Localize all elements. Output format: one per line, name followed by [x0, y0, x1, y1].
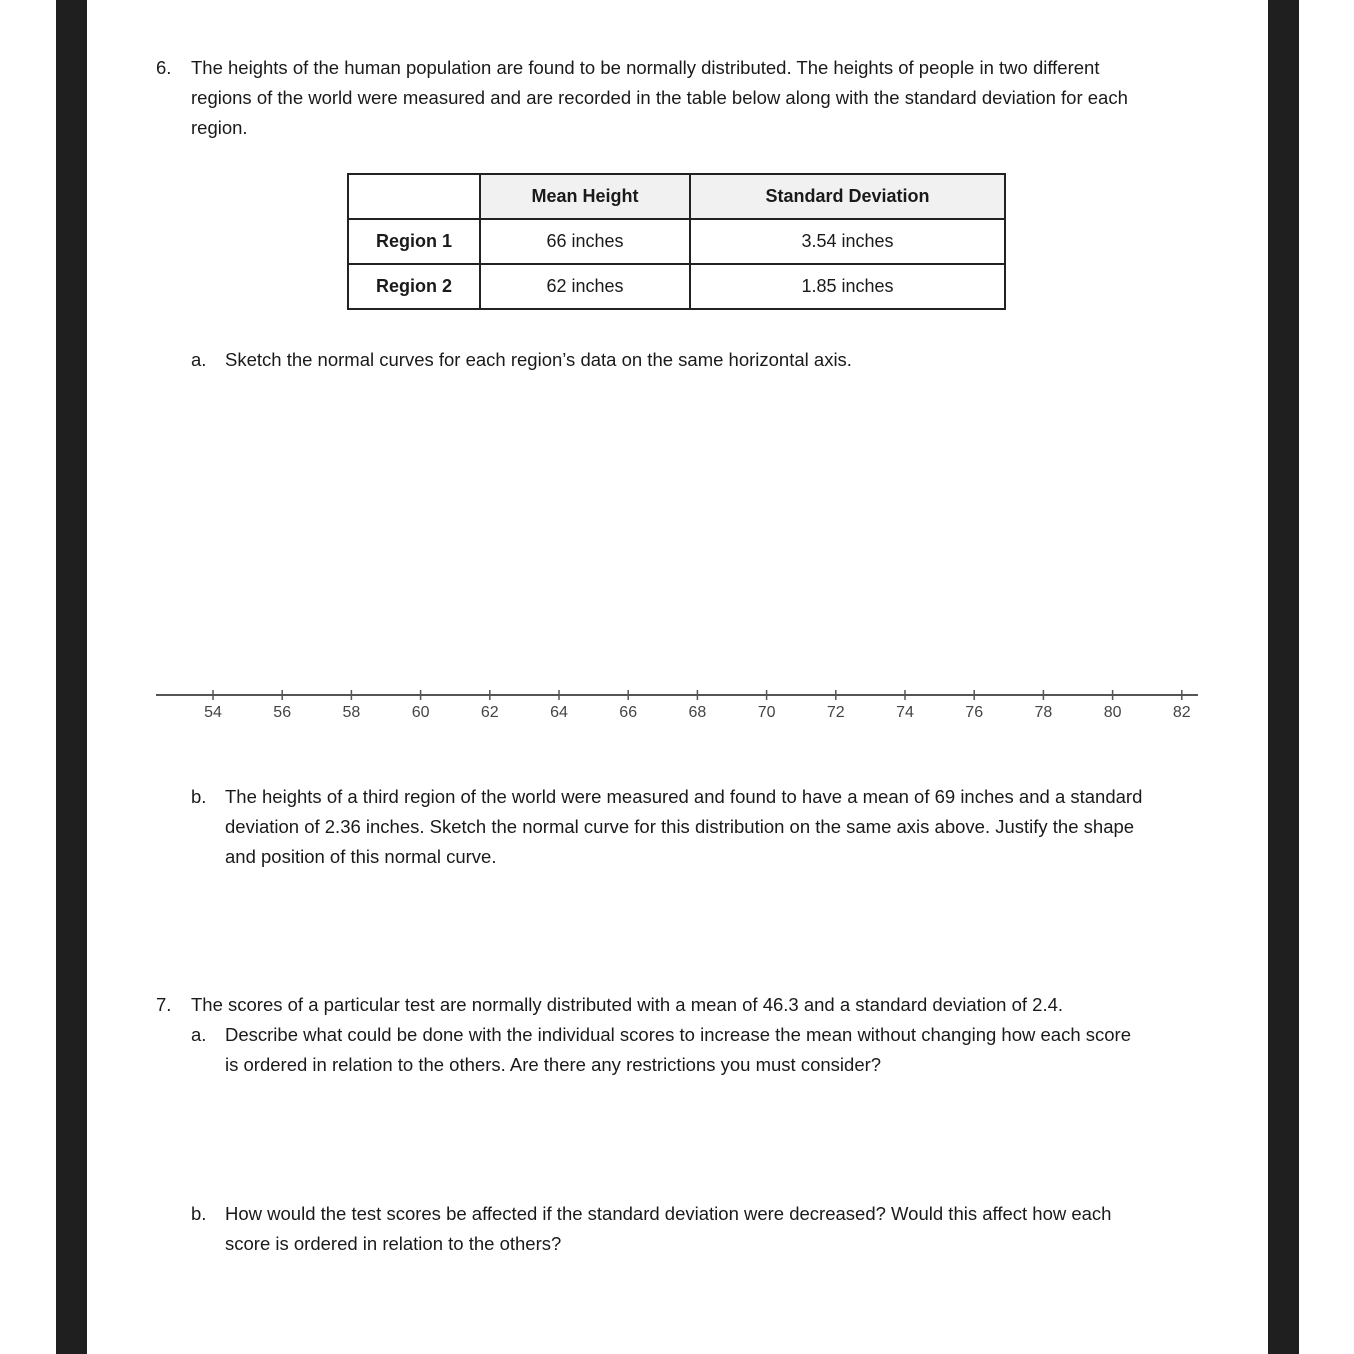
axis-tick-label: 78 [1034, 704, 1053, 721]
q7-part-b-line-2: score is ordered in relation to the others? [225, 1233, 562, 1254]
table-cell-mean: 62 inches [480, 264, 690, 309]
axis-tick-label: 56 [273, 704, 292, 721]
question-6-number: 6. [156, 57, 172, 78]
axis-tick-label: 72 [826, 704, 845, 721]
axis-tick-label: 62 [480, 704, 499, 721]
q6-part-b-letter: b. [191, 786, 207, 807]
table-cell-mean: 66 inches [480, 219, 690, 264]
axis-tick-label: 60 [411, 704, 430, 721]
table-cell-region: Region 2 [348, 264, 480, 309]
axis-tick-label: 80 [1103, 704, 1122, 721]
axis-tick-label: 64 [550, 704, 568, 721]
axis-tick-label: 82 [1172, 704, 1191, 721]
question-6-line-1: The heights of the human population are found to be normally distributed. The heights of people in two different [191, 57, 1100, 78]
axis-tick-label: 76 [965, 704, 984, 721]
q6-part-b-line-3: and position of this normal curve. [225, 846, 497, 867]
axis-tick-label: 70 [757, 704, 776, 721]
table-cell-region: Region 1 [348, 219, 480, 264]
table-cell-sd: 1.85 inches [690, 264, 1005, 309]
axis-tick-label: 54 [204, 704, 222, 721]
axis-tick-label: 74 [896, 704, 914, 721]
q7-part-a-letter: a. [191, 1024, 207, 1045]
question-6-line-2: regions of the world were measured and are recorded in the table below along with the standard deviation for each [191, 87, 1128, 108]
table-header-sd: Standard Deviation [690, 174, 1005, 219]
axis-tick-label: 68 [688, 704, 707, 721]
q7-part-b-letter: b. [191, 1203, 207, 1224]
question-7-number: 7. [156, 994, 172, 1015]
q6-part-a-letter: a. [191, 349, 207, 370]
q7-part-a-line-1: Describe what could be done with the individual scores to increase the mean without changing how each score [225, 1024, 1132, 1045]
q7-part-b-line-1: How would the test scores be affected if the standard deviation were decreased? Would this affect how each [225, 1203, 1112, 1224]
axis-tick-label: 66 [619, 704, 638, 721]
table-cell-sd: 3.54 inches [690, 219, 1005, 264]
axis-tick-label: 58 [342, 704, 361, 721]
q6-part-b-line-1: The heights of a third region of the world were measured and found to have a mean of 69 inches and a standard [225, 786, 1143, 807]
q6-part-a-text: Sketch the normal curves for each region’s data on the same horizontal axis. [225, 349, 852, 370]
question-6-line-3: region. [191, 117, 248, 138]
question-7-text: The scores of a particular test are normally distributed with a mean of 46.3 and a standard deviation of 2.4. [191, 994, 1064, 1015]
q6-part-b-line-2: deviation of 2.36 inches. Sketch the normal curve for this distribution on the same axis above. Justify the shape [225, 816, 1135, 837]
table-header-mean: Mean Height [480, 174, 690, 219]
q7-part-a-line-2: is ordered in relation to the others. Are there any restrictions you must consider? [225, 1054, 882, 1075]
